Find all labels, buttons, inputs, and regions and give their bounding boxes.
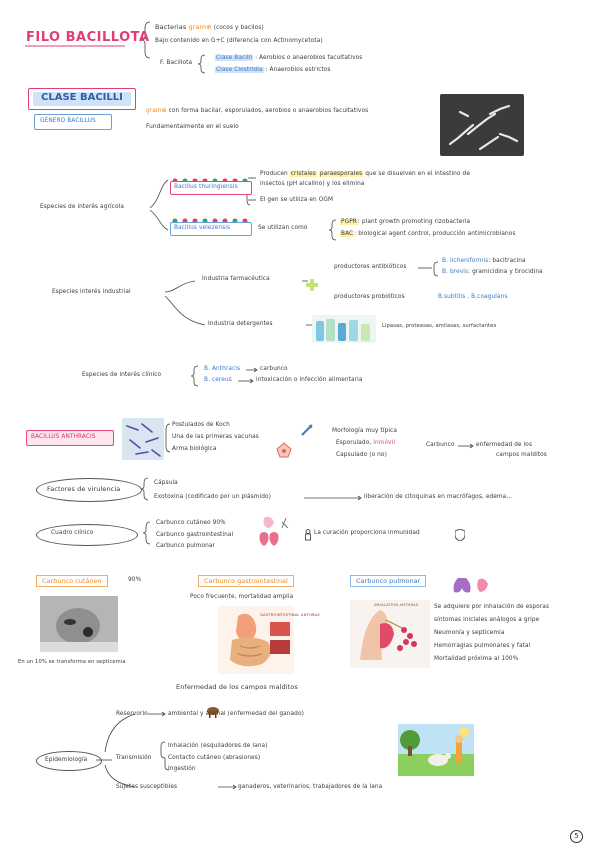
velezensis-desc: Se utilizan como <box>258 225 308 231</box>
bacillus-micrograph-image <box>440 94 524 156</box>
anthracis-result: carbunco <box>260 366 288 372</box>
pgpr-row <box>340 219 470 225</box>
pulmonar-diagram-image <box>350 600 430 668</box>
virulencia-oval <box>36 478 142 502</box>
familia-label: F. Bacillota <box>160 60 193 66</box>
bac-desc: : biological agent control, producción antimicrobianos <box>354 231 516 237</box>
morfologia-3: Capsulado (o no) <box>336 452 387 458</box>
intro-bacterias: Bacterias <box>155 23 187 31</box>
detergent-bottles-image <box>312 315 376 343</box>
gastro-note: Poco frecuente, mortalidad amplia <box>190 594 294 600</box>
reservorio-value: ambiental y animal (enfermedad del ganado) <box>168 711 304 717</box>
clase-bacilli-desc: : Aerobios o anaerobios facultativos <box>255 55 363 61</box>
carbunco-desc-2: campos malditos <box>496 452 547 458</box>
thuringiensis-desc-2: insectos (pH alcalino) y los elimina <box>260 181 365 187</box>
bacillus-desc-1: gram⊕ con forma bacilar, esporulados, aerobios o anaerobios facultativos <box>146 108 369 114</box>
cuadro-gastro: Carbunco gastrointestinal <box>156 532 234 538</box>
transmision-label: Transmisión <box>116 755 152 761</box>
lungs-icon <box>452 576 490 594</box>
thuringiensis-label: Bacillus thuringiensis <box>174 184 238 190</box>
virulencia-exotoxina: Exotoxina (codificado por un plásmido) <box>154 494 272 500</box>
pulmonar-desc-1: Se adquiere por inhalación de esporas <box>434 604 550 610</box>
farm-cartoon-image <box>398 724 474 776</box>
gastro-fig-label: GASTROINTESTINAL ANTHRAX <box>260 612 320 617</box>
anthracis-point-1: Postulados de Koch <box>172 422 230 428</box>
antibioticos-label: productores antibióticos <box>334 264 407 270</box>
clase-bacilli-name: Clase Bacilli <box>216 55 253 61</box>
plus-icon <box>306 276 318 288</box>
t1b: cristales <box>290 171 316 177</box>
cuadro-pulmonar: Carbunco pulmonar <box>156 543 216 549</box>
pulmonar-desc-2: síntomas iniciales análogos a gripe <box>434 617 540 623</box>
bacillus-desc-text: con forma bacilar, esporulados, aerobios o anaerobios facultativos <box>168 108 369 114</box>
clase-bacilli-row <box>215 55 362 61</box>
intro-line-1: Bacterias gram⊕ (cocos y bacilos) <box>155 23 264 31</box>
anthracis-name: B. Anthracis <box>204 366 241 372</box>
licheniformis-row <box>442 258 526 264</box>
velezensis-box <box>170 222 252 236</box>
bac-acronym: BAC <box>341 231 354 237</box>
t1a: Producen <box>260 171 288 177</box>
cutaneo-patient-photo <box>40 596 118 652</box>
agricola-label: Especies de interés agrícola <box>40 204 124 210</box>
clase-clostridia-desc: : Anaerobios estrictos <box>265 67 331 73</box>
gastro-diagram-image <box>218 606 320 674</box>
pgpr-acronym: PGPR <box>341 219 357 225</box>
cereus-result: intoxicación o infección alimentaria <box>256 377 363 383</box>
genero-bacillus-box <box>34 114 112 130</box>
morfologia-1: Morfología muy típica <box>332 428 397 434</box>
thuringiensis-desc-1 <box>260 171 470 177</box>
morfologia-2 <box>336 440 395 446</box>
cuadro-oval <box>36 524 138 546</box>
cutaneo-note: En un 10% se transforma en septicemia <box>18 659 126 665</box>
epidemiologia-label: Epidemiología <box>45 757 88 763</box>
licheniformis-desc: : bacitracina <box>488 258 526 264</box>
reservorio-label: Reservorio <box>116 711 148 717</box>
transmision-1: Inhalación (esquiladores de lana) <box>168 743 268 749</box>
thuringiensis-box <box>170 181 252 195</box>
intro-cocos-bacilos: (cocos y bacilos) <box>213 25 264 31</box>
cuadro-inmunidad: La curación proporciona inmunidad <box>314 530 420 536</box>
transmision-3: Ingestión <box>168 766 196 772</box>
shield-icon <box>455 526 465 538</box>
carbunco-label: Carbunco <box>426 442 455 448</box>
pulmonar-desc-3: Neumonía y septicemia <box>434 630 505 636</box>
t1d: que se disuelven en el intestino de <box>365 171 470 177</box>
anthracis-heading-box <box>26 430 114 446</box>
page-title: FILO BACILLOTA <box>26 30 150 45</box>
pgpr-desc: : plant growth promoting rizobacteria <box>357 219 471 225</box>
page-number: 5 <box>570 830 583 843</box>
syringe-icon <box>300 422 314 436</box>
gram-positive-label: gram <box>188 23 206 31</box>
clase-clostridia-row <box>215 67 331 73</box>
cutaneo-pct: 90% <box>128 577 142 583</box>
plants-icon-row-1 <box>170 170 250 178</box>
clase-bacilli-box <box>28 88 136 110</box>
farmaceutica-label: Industria farmacéutica <box>202 276 270 282</box>
sujetos-label: Sujetos susceptibles <box>116 784 178 790</box>
intro-line-2: Bajo contenido en G+C (diferencia con Actinomycetota) <box>155 38 323 44</box>
cuadro-label: Cuadro clínico <box>51 530 94 536</box>
bacillus-desc-2: Fundamentalmente en el suelo <box>146 124 239 130</box>
clinico-label: Especies de interés clínico <box>82 372 162 378</box>
carbunco-desc-1: enfermedad de los <box>476 442 533 448</box>
cutaneo-tag: Carbunco cutáneo <box>36 575 108 587</box>
person-icon <box>304 526 312 538</box>
probioticos-label: productores probióticos <box>334 294 405 300</box>
licheniformis-name: B. licheniformis <box>442 258 489 264</box>
pulmonar-tag: Carbunco pulmonar <box>350 575 426 587</box>
virulencia-label: Factores de virulencia <box>47 485 121 493</box>
industrial-label: Especies interés industrial <box>52 289 131 295</box>
gastro-tag: Carbunco gastrointestinal <box>198 575 294 587</box>
anthracis-heading: BACILLUS ANTHRACIS <box>31 434 96 440</box>
bac-row <box>340 231 516 237</box>
detergentes-label: Industria detergentes <box>208 321 273 327</box>
brevis-name: B. brevis <box>442 269 469 275</box>
cuadro-cutaneo: Carbunco cutáneo 90% <box>156 520 226 526</box>
genero-bacillus-label: GÉNERO BACILLUS <box>40 118 96 124</box>
esporulado: Esporulado, <box>336 440 372 446</box>
epidemiologia-oval <box>36 751 102 771</box>
pulmonar-desc-5: Mortalidad próxima al 100% <box>434 656 519 662</box>
sujetos-value: ganaderos, veterinarios, trabajadores de la lana <box>238 784 383 790</box>
anthracis-micrograph-image <box>122 418 164 460</box>
anthracis-point-2: Una de las primeras vacunas <box>172 434 259 440</box>
thuringiensis-desc-3: El gen se utiliza en OGM <box>260 197 334 203</box>
transmision-2: Contacto cutáneo (abrasiones) <box>168 755 261 761</box>
velezensis-label: Bacillus velezensis <box>174 225 231 231</box>
brevis-desc: : gramicidina y tirocidina <box>468 269 543 275</box>
plants-icon-row-2 <box>170 210 250 218</box>
campos-malditos: Enfermedad de los campos malditos <box>176 683 298 691</box>
pulmonar-desc-4: Hemorragias pulmonares y fatal <box>434 643 531 649</box>
probioticos-species: B.subtilis , B.coagulans <box>438 294 508 300</box>
biohazard-icon <box>276 442 292 458</box>
clase-bacilli-heading: CLASE BACILLI <box>41 92 123 103</box>
inmovil: inmóvil <box>373 440 396 446</box>
t1c: paraesporales <box>319 171 363 177</box>
clase-clostridia-name: Clase Clostridia <box>216 67 263 73</box>
gram-positive-label-2: gram <box>146 108 162 114</box>
virulencia-efecto: liberación de citoquinas en macrófagos, edema... <box>364 494 513 500</box>
pulmonar-fig-label: INHALATION ANTHRAX <box>374 602 419 607</box>
cereus-name: B. cereus <box>204 377 232 383</box>
organs-icon <box>256 514 296 550</box>
virulencia-capsula: Cápsula <box>154 480 178 486</box>
anthracis-point-3: Arma biológica <box>172 446 217 452</box>
detergentes-desc: Lipasas, proteasas, amilasas, surfactantes <box>382 323 497 329</box>
brevis-row <box>442 269 543 275</box>
